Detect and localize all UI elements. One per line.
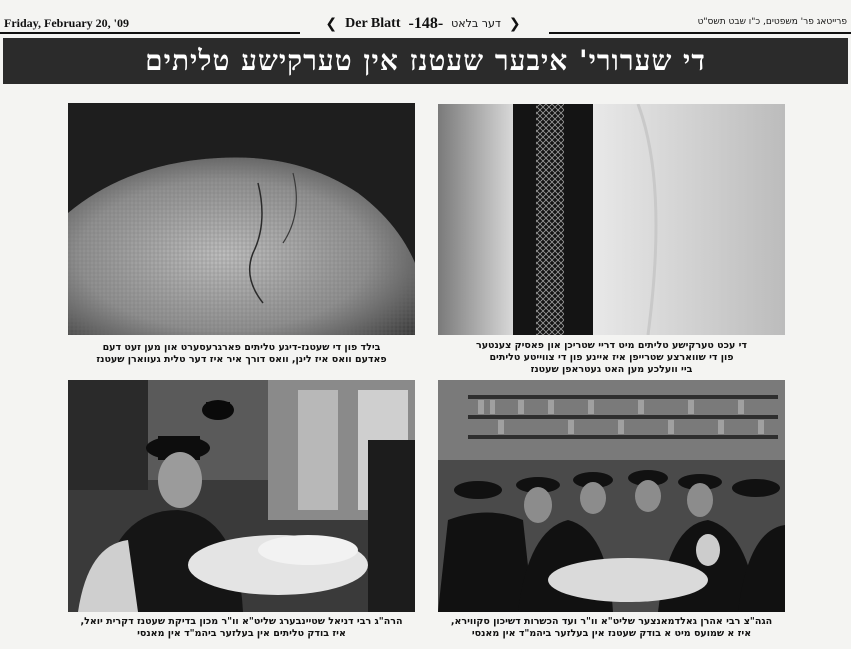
fabric-closeup-image bbox=[68, 103, 415, 335]
page-title: די שערורי' איבער שעטנז אין טערקישע טליתים bbox=[145, 44, 706, 77]
page-number: -148- bbox=[408, 14, 444, 32]
caption-fabric-closeup bbox=[64, 342, 419, 366]
photo-tallis-stripe bbox=[438, 104, 785, 335]
inspection-right-image bbox=[438, 380, 785, 612]
photo-fabric-closeup bbox=[68, 103, 415, 335]
caption-line: ביי וועלכע מען האט געטראפן שעטנז bbox=[530, 364, 693, 375]
header-rule-right bbox=[549, 32, 851, 34]
date-english: Friday, February 20, '09 bbox=[4, 16, 129, 30]
masthead bbox=[305, 14, 541, 33]
caption-line: פון די שווארצע שטרייפן איז איינע פון די צווייטע טליתים bbox=[489, 352, 734, 363]
caption-line: פאדעם וואס איז לינן, וואס דורך איר איז דער טלית געווארן שעטנז bbox=[96, 354, 387, 365]
paper-name: Der Blatt bbox=[345, 15, 401, 31]
page-header bbox=[0, 0, 851, 34]
caption-line: הגה"צ רבי אהרן גאלדמאנצער שליט"א וו"ר ועד הכשרות דשיכון סקווירא, bbox=[450, 616, 773, 627]
caption-line: בילד פון די שעטנז-דיגע טליתים פארגרעסערט און מען זעט דעם bbox=[102, 342, 381, 353]
date-hebrew: פרייטאג פר' משפטים, כ"ו שבט תשס"ט bbox=[697, 17, 847, 27]
caption-line: איז בודק טליתים אין בעלזער ביהמ"ד אין מאנסי bbox=[137, 628, 346, 639]
caption-line: הרה"ג רבי דניאל שטיינבערג שליט"א וו"ר מכון בדיקת שעטנז דקרית יואל, bbox=[80, 616, 403, 627]
ornament-right-icon: ❯ bbox=[508, 15, 521, 32]
caption-inspection-right bbox=[434, 616, 789, 640]
tallis-stripe-image bbox=[438, 104, 785, 335]
photo-inspection-right bbox=[438, 380, 785, 612]
caption-line: די עכט טערקישע טליתים מיט דריי שטריכן און פאסיק צענטער bbox=[475, 340, 748, 351]
inspection-left-image bbox=[68, 380, 415, 612]
caption-inspection-left bbox=[64, 616, 419, 640]
photo-inspection-left bbox=[68, 380, 415, 612]
paper-name-hebrew: דער בלאט bbox=[451, 17, 501, 30]
caption-tallis-stripe bbox=[434, 340, 789, 376]
title-banner bbox=[3, 38, 848, 84]
header-rule-left bbox=[0, 32, 300, 34]
ornament-left-icon: ❮ bbox=[325, 15, 338, 32]
caption-line: איז א שמועס מיט א בודק שעטנז אין בעלזער ביהמ"ד אין מאנסי bbox=[471, 628, 752, 639]
